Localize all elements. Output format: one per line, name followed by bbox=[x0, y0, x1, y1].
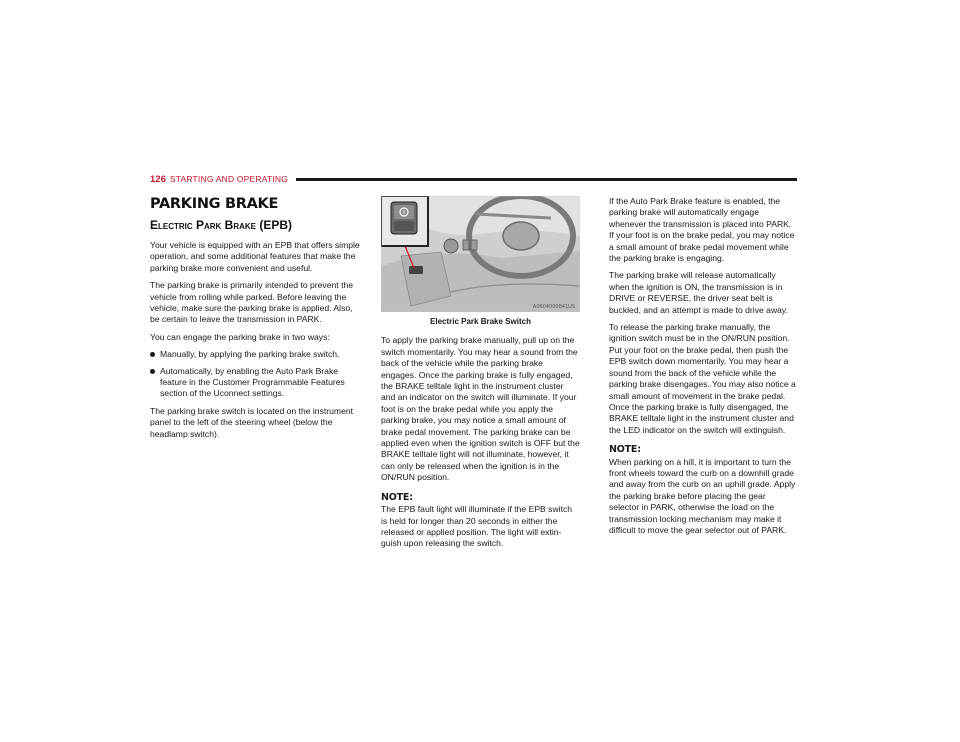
paragraph: The parking brake is primarily intended to prevent the vehicle from rolling while parked. Before leaving the vehicle, make sure the parking brake is applied. Also, be certain to leave the transmission in PARK. bbox=[150, 280, 354, 325]
note-label: NOTE: bbox=[381, 491, 413, 503]
section-subtitle: Electric Park Brake (EPB) bbox=[150, 218, 293, 232]
column-1 bbox=[150, 196, 362, 446]
paragraph: If the Auto Park Brake feature is enabled, the parking brake will automatically engage whenever the transmission is placed into PARK. If your foot is on the brake pedal, you may notice a small amount of brake pedal movement while the parking brake is engaging. bbox=[609, 196, 795, 264]
paragraph: The parking brake switch is located on the instrument panel to the left of the steering wheel (below the headlamp switch). bbox=[150, 405, 354, 439]
note-label: NOTE: bbox=[609, 444, 641, 456]
figure-caption: Electric Park Brake Switch bbox=[430, 317, 531, 326]
page-title: PARKING BRAKE bbox=[150, 196, 279, 212]
list-item bbox=[150, 366, 362, 400]
note-text: The EPB fault light will illuminate if the EPB switch is held for longer than 20 seconds in either the released or applied position. The light will extin- guish upon releasing the switch. bbox=[381, 504, 573, 549]
paragraph: To release the parking brake manually, the ignition switch must be in the ON/RUN position. Put your foot on the brake pedal, then push the EPB switch down momentarily. You may hear a sound from the back of the vehicle while the parking brake disengages. You may also notice a small amount of movement in the brake pedal. Once the parking brake is fully disengaged, the BRAKE telltale light in the instrument cluster and the LED indicator on the switch will extinguish. bbox=[609, 322, 796, 435]
paragraph: You can engage the parking brake in two ways: bbox=[150, 331, 330, 342]
epb-switch-figure bbox=[381, 196, 580, 312]
note-text: When parking on a hill, it is important to turn the front wheels toward the curb on a downhill grade and away from the curb on an uphill grade. Apply the parking brake before placing the gear selector in PARK, otherwise the load on the transmission locking mechanism may make it difficult to move the gear selector out of PARK. bbox=[609, 456, 796, 535]
list-item bbox=[150, 349, 362, 360]
paragraph: The parking brake will release automatically when the ignition is ON, the transmission is in DRIVE or REVERSE, the driver seat belt is buckled, and an attempt is made to drive away. bbox=[609, 270, 788, 315]
page-header bbox=[150, 172, 797, 186]
paragraph: To apply the parking brake manually, pull up on the switch momentarily. You may hear a sound from the back of the vehicle while the parking brake engages. Once the parking brake is fully engaged, the BRAKE telltale light in the instrument cluster and an indicator on the switch will illuminate. If your foot is on the brake pedal while you apply the parking brake, you may notice a small amount of brake pedal movement. The parking brake can be applied even when the ignition switch is OFF but the BRAKE telltale light will not illuminate, however, it can only be released when the ignition is in the ON/RUN position. bbox=[381, 335, 580, 483]
paragraph: Your vehicle is equipped with an EPB that offers simple operation, and some additional features that make the parking brake more convenient and useful. bbox=[150, 240, 360, 273]
header-rule bbox=[296, 178, 797, 181]
bullet-icon bbox=[150, 369, 155, 374]
list-item-text: Automatically, by enabling the Auto Park Brake feature in the Customer Programmable Features section of the Uconnect settings. bbox=[160, 365, 345, 399]
section-title: STARTING AND OPERATING bbox=[169, 174, 289, 184]
svg-text:P: P bbox=[402, 211, 406, 216]
image-code: A0604000841US bbox=[532, 304, 575, 310]
bullet-icon bbox=[150, 352, 155, 357]
bullet-list bbox=[150, 349, 362, 400]
column-2 bbox=[381, 196, 580, 556]
list-item-text: Manually, by applying the parking brake switch. bbox=[160, 349, 340, 360]
column-3 bbox=[609, 196, 797, 542]
page-number: 126 bbox=[150, 173, 166, 185]
dashboard-illustration bbox=[381, 196, 580, 312]
